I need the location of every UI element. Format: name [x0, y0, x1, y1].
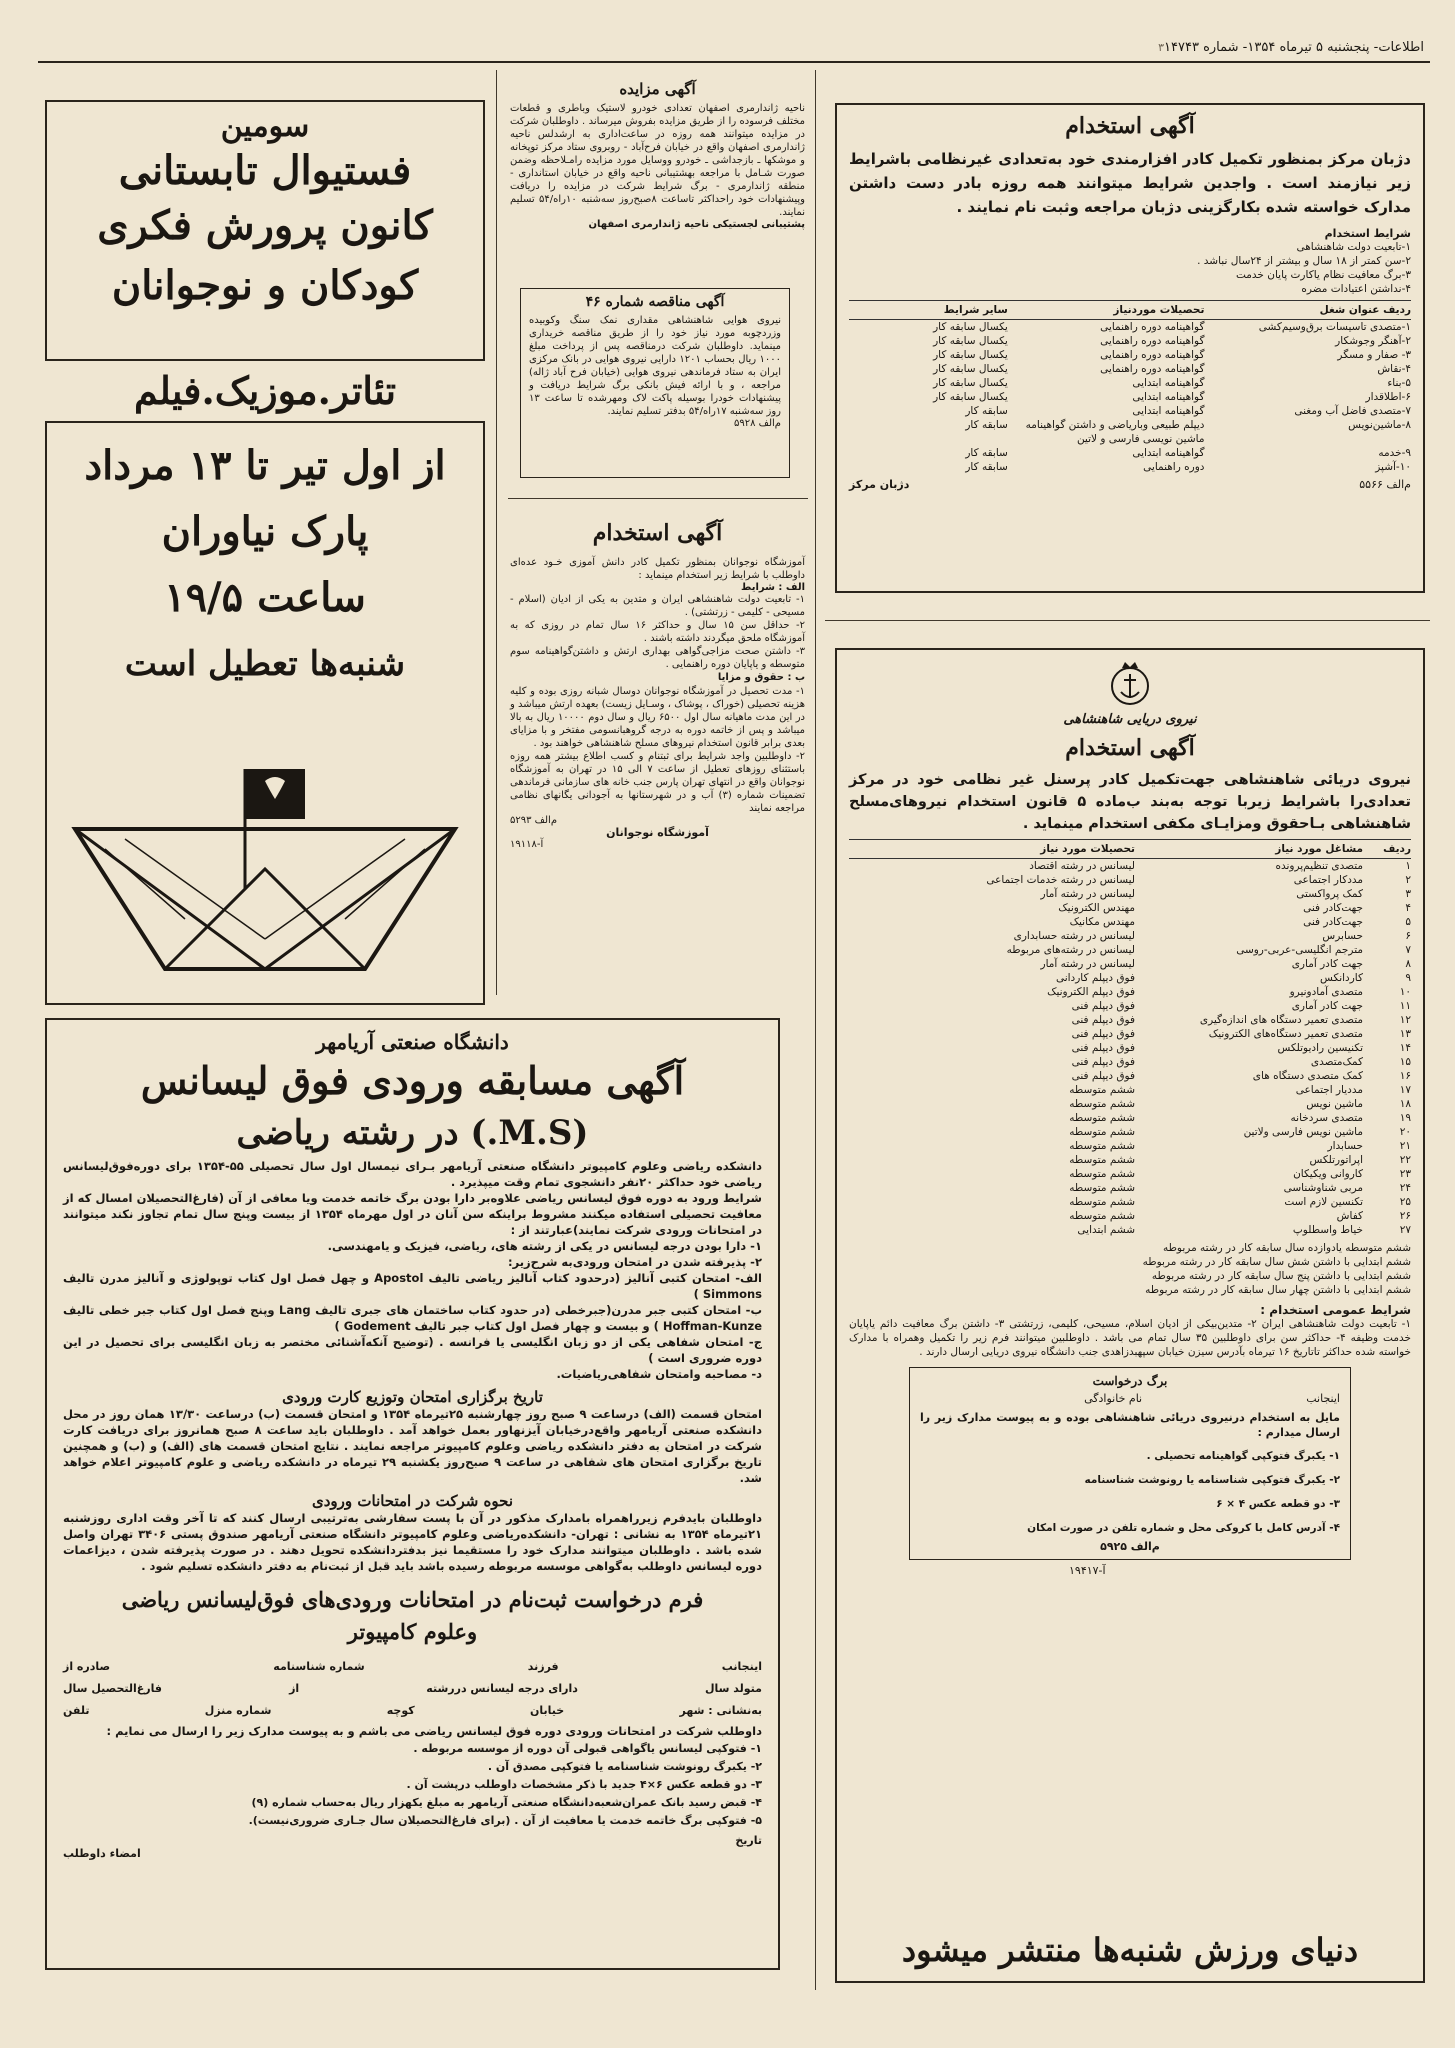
table-cell: ۱۷	[1399, 1084, 1411, 1096]
poster-date: از اول تیر تا ۱۳ مرداد	[84, 442, 446, 489]
table-cell: ششم متوسطه	[1069, 1140, 1135, 1152]
form-field-label: شماره منزل	[204, 1704, 272, 1717]
table-cell: ۱-متصدی تاسیسات برق‌وسیم‌کشی	[1258, 321, 1411, 333]
extra-line: ششم متوسطه یادوازده سال سابقه کار در رشته مربوطه	[1162, 1242, 1411, 1254]
table-cell: ۱۰-آشپز	[1375, 461, 1411, 473]
form-title: برگ درخواست	[1092, 1374, 1168, 1388]
table-cell: ششم متوسطه	[1069, 1154, 1135, 1166]
table-row	[849, 1181, 1411, 1195]
ad-para: ۱- دارا بودن درجه لیسانس در یکی از رشته های، ریاضی، فیزیک‌ و یامهندسی.	[327, 1239, 762, 1253]
form-field-label: صادره از	[63, 1660, 111, 1673]
table-cell: اپراتورتلکس	[1309, 1154, 1363, 1166]
extra-line: ششم ابتدایی با داشتن شش سال سابقه کار در رشته مربوطه	[1142, 1256, 1411, 1268]
table-cell: ۶	[1405, 930, 1411, 942]
form-statement: مایل به استخدام درنیروی دریائی شاهنشاهی بوده و به پیوست مدارک زیر را ارسال میدارم :	[920, 1411, 1340, 1439]
table-cell: ۱۸	[1399, 1098, 1411, 1110]
form-row	[63, 1656, 762, 1678]
conditions-list	[849, 240, 1411, 296]
table-cell: کاروانی ویکیکان	[1293, 1168, 1363, 1180]
poster-title-box	[45, 100, 485, 361]
poster-line: کودکان و نوجوانان	[111, 262, 419, 309]
table-cell: ۹	[1405, 972, 1411, 984]
table-cell: ۲۷	[1399, 1224, 1411, 1236]
table-cell: مددکار اجتماعی	[1293, 874, 1363, 886]
ad-subhead: (M.S.) در رشته ریاضی	[236, 1113, 589, 1153]
form-item: ۲- یکبرگ فتوکپی شناسنامه یا رونوشت شناسنامه	[1084, 1474, 1340, 1486]
table-cell: گواهینامه دوره راهنمایی	[1100, 321, 1205, 333]
table-cell: ششم متوسطه	[1069, 1084, 1135, 1096]
table-row	[849, 320, 1411, 334]
table-cell: لیسانس در رشته‌های مربوطه	[1006, 944, 1135, 956]
table-row	[849, 999, 1411, 1013]
form-item: ۱- فتوکپی لیسانس یاگواهی قبولی آن دوره از موسسه مربوطه .	[413, 1742, 762, 1755]
table-cell: تکنیسین رادیوتلکس	[1277, 1042, 1363, 1054]
ad-intro: دژبان مرکز بمنظور تکمیل کادر افزارمندی خود به‌تعدادی غیرنظامی باشرایط زیر نیازمند است . واجدین شرایط میتوانند همه روزه بادر دست داشتن مدارک خواسته شده بکارگزینی دژبان مراجعه وثبت نام نمایند .	[849, 150, 1411, 216]
extra-line: ششم ابتدایی با داشتن پنج سال سابقه کار در رشته مربوطه	[1151, 1270, 1411, 1282]
table-cell: ۳	[1405, 888, 1411, 900]
condition-item: ۲- داوطلبین واجد شرایط برای ثبتنام و کسب اطلاع بیشتر همه روزه باستثنای روزهای تعطیل از ساعت ۷ الی ۱۵ در تهران به آموزشگاه نوجوانان واقع در انتهای تهران پارس جنب خانه های سازمانی فرماندهی تضمینات شماره (۳) آب و در شهرستانها به آجودانی یگانهای نظامی مراجعه نمایند	[510, 751, 805, 814]
form-item: ۲- یکبرگ رونوشت شناسنامه یا فتوکپی مصدق آن .	[487, 1760, 762, 1773]
table-cell: متصدی تعمیر دستگاه های اندازه‌گیری	[1199, 1014, 1363, 1026]
table-row	[849, 1097, 1411, 1111]
general-conditions-title: شرایط عمومی استخدام :	[1260, 1303, 1411, 1317]
table-cell: ششم متوسطه	[1069, 1196, 1135, 1208]
extra-line: ششم ابتدایی با داشتن چهار سال سابقه کار در رشته مربوطه	[1145, 1284, 1411, 1296]
table-row	[849, 943, 1411, 957]
table-row	[849, 446, 1411, 460]
table-cell: تکنسین لازم است	[1284, 1196, 1363, 1208]
ad-youth-school	[510, 510, 805, 980]
table-cell: یکسال سابقه کار	[933, 377, 1008, 389]
table-cell: ۱۱	[1399, 1000, 1411, 1012]
table-cell: مهندس الکترونیک	[1058, 902, 1135, 914]
table-cell: فوق دیپلم فنی	[1071, 1000, 1135, 1012]
ad-headline: آگهی مسابقه ورودی فوق لیسانس	[140, 1058, 685, 1103]
table-cell: ۱۹	[1399, 1112, 1411, 1124]
org-name: دانشگاه صنعتی آریامهر	[316, 1030, 509, 1054]
ad-para: ۲- پذیرفته شدن در امتحان ورودی‌به شرح‌زیر:	[507, 1255, 762, 1269]
table-row	[849, 1125, 1411, 1139]
ad-signature: پشتیبانی لجستیکی ناحیه ژاندارمری اصفهان	[588, 219, 805, 230]
header-cell: تحصیلات موردنیاز	[1113, 304, 1205, 316]
navy-application-form	[909, 1367, 1351, 1560]
table-cell: ۲۲	[1399, 1154, 1411, 1166]
section-label: الف : شرایط	[741, 582, 805, 593]
table-cell: دیپلم طبیعی وبارياضی و داشتن گواهینامه ماشین نویسی فارسی و لاتین	[1025, 419, 1205, 445]
table-row	[849, 1195, 1411, 1209]
table-cell: ششم متوسطه	[1069, 1126, 1135, 1138]
table-cell: ۳- صفار و مسگر	[1337, 349, 1411, 361]
ad-intro: نیروی دریائی شاهنشاهی جهت‌تکمیل کادر پرسنل غیر نظامی خود در مرکز تعدادی‌را باشرایط زیربا توجه به‌بند ب‌ماده ۵ قانون استخدام نیروهای‌مسلح شاهنشاهی بـاحقوق ومزایـای مکفی استخدام مینماید .	[849, 772, 1411, 832]
table-cell: ۱۰	[1399, 986, 1411, 998]
table-cell: حسابرس	[1322, 930, 1363, 942]
table-row	[849, 1111, 1411, 1125]
table-cell: مهندس مکانیک	[1069, 916, 1135, 928]
section-divider	[508, 498, 808, 499]
weekly-sports-banner	[835, 1920, 1425, 1980]
poster-info-box	[45, 421, 485, 1005]
table-cell: ۱۴	[1399, 1042, 1411, 1054]
ad-para: ج- امتحان شفاهی یکی از دو زبان انگلیسی یا فرانسه . (توضیح آنکه‌آشنائی مختصر به زبان انگلیسی برای تحصیل در این دوره ضروری است )	[63, 1335, 762, 1365]
form-row	[63, 1678, 762, 1700]
conditions-title: شرایط استخدام	[1324, 227, 1411, 240]
table-cell: لیسانس در رشته اقتصاد	[1029, 860, 1135, 872]
condition-item: ۴-نداشتن اعتیادات مضره	[1301, 283, 1411, 295]
condition-item: ۳-برگ معافیت نظام یاکارت پایان خدمت	[1235, 269, 1411, 281]
form-field-label: اینجانب	[1306, 1392, 1340, 1405]
poster-place: پارک نیاوران	[161, 508, 369, 555]
column-divider	[496, 70, 497, 995]
ad-title: آگهی استخدام	[592, 520, 723, 546]
form-row	[63, 1700, 762, 1722]
table-cell: ۱۶	[1399, 1070, 1411, 1082]
form-field-label: به‌نشانی : شهر	[679, 1704, 762, 1717]
ad-signature: دژبان مرکز	[849, 478, 910, 491]
ad-title: آگهی مناقصه شماره ۴۶	[585, 294, 725, 310]
table-cell: ۲-آهنگر وجوشکار	[1335, 335, 1411, 347]
table-cell: متصدی تنظیم‌پرونده	[1275, 860, 1363, 872]
general-conditions-text: ۱- تابعیت دولت شاهنشاهی ایران ۲- متدین‌بیکی از ادیان اسلام، مسیحی، کلیمی، زرتشتی ۳- داشتن برگ معافیت دائم یاپایان خدمت وظیفه ۴- حداکثر سن برای داوطلبین ۳۵ سال تمام می باشد . داوطلبین میتوانند فرم زیر را تکمیل وهمراه با مدارک خواسته شده حداکثر تاتاریخ ۱۶ تیرماه بآدرس سیزن خیابان سپهبدزاهدی جنب دانشگاه نیروی دریایی ارسال دارند .	[849, 1318, 1412, 1358]
table-row	[849, 418, 1411, 446]
ad-text: ناحیه ژاندارمری اصفهان تعدادی خودرو لاستیک وباطری و قطعات مختلف فرسوده را از طریق مزایده بفروش میرساند . داوطلبان شرکت در مزایده میتوانند همه روزه در ساعت‌اداری به ارشدلس ناحیه ژاندارمری اصفهان واقع در خیابان فرح‌آباد - روبروی ستاد مرکز توپخانه و موشکها ـ بازجداشی ـ خودرو ووسایل مورد مزایده رامـلاحظه وضمن صورت شـامل با مراجعه بهشتیبانی ناحیه واقع در خیابان استانداری - منطقه ژاندارمری - برگ شرایط شرکت در مزایده را دریافت وپیشنهادات خود راحداکثر تاساعت ۸صبح‌روز سه‌شنبه ۱۰راه/۵۴ تسلیم نمایند.	[510, 103, 805, 218]
table-cell: فوق دیپلم فنی	[1071, 1070, 1135, 1082]
table-cell: ششم متوسطه	[1069, 1112, 1135, 1124]
table-row	[849, 887, 1411, 901]
form-date-label: تاریخ	[735, 1834, 762, 1847]
ad-auction	[510, 80, 805, 275]
table-cell: خیاط واسطلوپ	[1292, 1224, 1363, 1236]
table-cell: یکسال سابقه کار	[933, 335, 1008, 347]
table-cell: ۱	[1405, 860, 1411, 872]
table-cell: گواهینامه ابتدایی	[1132, 377, 1205, 389]
job-table	[849, 859, 1411, 1237]
form-field-label: خیابان	[529, 1704, 565, 1717]
table-row	[849, 348, 1411, 362]
table-cell: ششم متوسطه	[1069, 1168, 1135, 1180]
table-cell: گواهینامه ابتدایی	[1132, 391, 1205, 403]
table-cell: مددیار اجتماعی	[1295, 1084, 1363, 1096]
section-title: نحوه شرکت در امتحانات ورودی	[312, 1492, 513, 1510]
table-row	[849, 1083, 1411, 1097]
condition-item: ۳- داشتن صحت مزاجی‌گواهی بهداری ارتش و داشتن‌گواهینامه سوم متوسطه و یاپایان دوره راهنمایی .	[510, 646, 805, 670]
header-cell: تحصیلات مورد نیاز	[1040, 843, 1135, 855]
ad-text: نیروی هوایی شاهنشاهی مقداری نمک سنگ وکوبیده وزردچوبه مورد نیاز خود را از طریق مناقصه خریداری مینماید. داوطلبان شرکت درمناقصه پس از پرداخت مبلغ ۱۰۰۰ ریال بحساب ۱۲۰۱ دارایی نیروی هوایی در بانک مرکزی ایران به ستاد فرماندهی نیروی هوایی (خیابان فرح آباد ژاله) مراجعه ، و با ارائه فیش بانکی برگ شرایط دریافت و پیشنهادات خودرا بوسیله پاکت لاک ومهرشده تا ساعت ۱۳ روز سه‌شنبه ۱۷راه/۵۴ بدفتر تسلیم نمایند.	[529, 315, 781, 417]
ad-tender	[520, 288, 790, 478]
ad-para: ب- امتحان کتبی جبر مدرن(جبرخطی (در حدود کتاب ساختمان های جبری تالیف Lang وپنج فصل اول کتاب جبر خطی تالیف Hoffman-Kunze ) و بیست و چهار فصل اول کتاب جبر تالیف Godement )	[63, 1303, 763, 1333]
ad-ref: م‌الف ۵۲۹۳	[510, 815, 558, 826]
table-row	[849, 929, 1411, 943]
form-title: فرم درخواست ثبت‌نام در امتحانات ورودی‌های فوق‌لیسانس ریاضی وعلوم کامپیوتر	[121, 1587, 704, 1644]
table-cell: گواهینامه ابتدایی	[1132, 405, 1205, 417]
form-field-label: اینجانب	[721, 1660, 762, 1673]
table-cell: فوق دیپلم فنی	[1071, 1014, 1135, 1026]
conditions-list	[510, 593, 805, 815]
table-cell: مترجم انگلیسی-عربی-روسی	[1236, 944, 1363, 956]
condition-item: ۱-تابعیت دولت شاهنشاهی	[1296, 241, 1411, 253]
table-row	[849, 957, 1411, 971]
table-cell: سابقه کار	[965, 405, 1008, 417]
ad-para: الف- امتحان کتبی آنالیز (درحدود کتاب آنالیز ریاضی تالیف Apostol و چهل فصل اول کتاب توپولوژی و آنالیز مدرن تالیف Simmons )	[63, 1271, 762, 1301]
festival-poster	[45, 100, 485, 980]
table-row	[849, 376, 1411, 390]
form-item: ۵- فتوکپی برگ خاتمه خدمت یا معافیت از آن . (برای فارغ‌التحصیلان سال جـاری ضروری‌نیست).	[248, 1814, 762, 1827]
ad-title: آگهی استخدام	[1065, 113, 1195, 139]
table-cell: ۸-ماشین‌نویس	[1348, 419, 1411, 431]
table-row	[849, 1041, 1411, 1055]
table-cell: ۲۵	[1399, 1196, 1411, 1208]
table-cell: گواهینامه دوره راهنمایی	[1100, 363, 1205, 375]
table-row	[849, 460, 1411, 474]
form-name-row	[920, 1388, 1340, 1410]
ad-ref: م‌الف ۵۵۶۶	[1359, 478, 1411, 491]
ad-code: آ-۱۹۴۱۷	[1069, 1564, 1106, 1577]
paper-boat-illustration	[65, 769, 465, 989]
table-row	[849, 985, 1411, 999]
form-item: ۴- آدرس کامل با کروکی محل و شماره تلفن در صورت امکان	[1027, 1522, 1340, 1534]
table-row	[849, 334, 1411, 348]
form-field-label: فرزند	[527, 1660, 559, 1673]
header-date-line: اطلاعات- پنجشنبه ۵ تیرماه ۱۳۵۴- شماره ۱۴۷۴۳	[1164, 39, 1424, 55]
table-cell: متصدی سردخانه	[1290, 1112, 1363, 1124]
table-cell: جهت کادر آماری	[1291, 958, 1363, 970]
table-cell: فوق دیپلم فنی	[1071, 1042, 1135, 1054]
poster-line: سومین	[220, 109, 310, 144]
table-row	[849, 390, 1411, 404]
form-statement: داوطلب شرکت در امتحانات ورودی دوره فوق لیسانس ریاضی می باشم و به پیوست مدارک زیر را ارسال می نمایم :	[106, 1724, 762, 1738]
navy-org-name: نیروی دریایی شاهنشاهی	[1063, 712, 1197, 727]
table-row	[849, 1055, 1411, 1069]
table-row	[849, 1153, 1411, 1167]
table-cell: ۵	[1405, 916, 1411, 928]
table-cell: مربی شناوشناسی	[1283, 1182, 1363, 1194]
table-cell: لیسانس در رشته خدمات اجتماعی	[986, 874, 1135, 886]
column-divider	[815, 70, 816, 1990]
table-cell: گواهینامه دوره راهنمایی	[1100, 335, 1205, 347]
table-row	[849, 404, 1411, 418]
form-items	[63, 1740, 762, 1830]
job-table	[849, 320, 1411, 474]
table-cell: ۲۱	[1399, 1140, 1411, 1152]
form-item: ۳- دو قطعه عکس ۶×۴ جدید با ذکر مشخصات داوطلب درپشت آن .	[406, 1778, 762, 1791]
form-field-label: فارغ‌التحصیل سال	[63, 1682, 162, 1695]
table-cell: ماشین نویس	[1306, 1098, 1363, 1110]
table-header	[849, 839, 1411, 859]
form-item: ۴- قبض رسید بانک عمران‌شعبه‌دانشگاه صنعتی آریامهر به مبلغ یکهزار ریال به‌حساب شماره (۹)	[251, 1796, 762, 1809]
table-cell: ۴-نقاش	[1377, 363, 1411, 375]
table-cell: ششم متوسطه	[1069, 1182, 1135, 1194]
table-cell: کمک‌متصدی	[1310, 1056, 1363, 1068]
table-cell: ۱۳	[1399, 1028, 1411, 1040]
table-cell: کمک پرواکستی	[1296, 888, 1363, 900]
form-item: ۳- دو قطعه عکس ۴ × ۶	[1216, 1498, 1340, 1510]
condition-item: ۱- تابعیت دولت شاهنشاهی ایران و متدین به یکی از ادیان (اسلام - مسیحی - کلیمی - زرتشتی) .	[510, 594, 805, 618]
table-cell: ۱۲	[1399, 1014, 1411, 1026]
form-field-label: دارای درجه لیسانس دررشته	[426, 1682, 578, 1695]
page-header	[38, 33, 1430, 63]
table-cell: کفاش	[1336, 1210, 1363, 1222]
table-row	[849, 1069, 1411, 1083]
ad-intro: آموزشگاه نوجوانان بمنظور تکمیل کادر دانش آموزی خـود عده‌ای داوطلب با شرایط زیر استخدام مینماید :	[510, 557, 805, 581]
poster-closed: شنبه‌ها تعطیل است	[124, 644, 406, 684]
table-cell: متصدی آمادونیرو	[1289, 986, 1363, 998]
table-row	[849, 1139, 1411, 1153]
form-field-label: از	[289, 1682, 300, 1695]
table-row	[849, 362, 1411, 376]
table-row	[849, 873, 1411, 887]
table-cell: فوق دیپلم فنی	[1071, 1056, 1135, 1068]
table-cell: فوق دیپلم فنی	[1071, 1028, 1135, 1040]
form-signature-label: امضاء داوطلب	[63, 1847, 141, 1860]
table-cell: ششم متوسطه	[1069, 1210, 1135, 1222]
extra-lines	[849, 1241, 1411, 1297]
section-text: امتحان قسمت (الف) درساعت ۹ صبح روز چهارشنبه ۲۵تیرماه ۱۳۵۴ و امتحان قسمت (ب) درساعت ۱۳/۳۰ همان روز در محل دانشکده صنعتی آریامهر واقع‌درخیابان آیزنهاور بعمل خواهد آمد . داوطلبان باید ساعت ۸ صبح همانروز برای دریافت کارت شرکت در امتحان به دفتر دانشکده ریاضی وعلوم کامپیوتر مراجعه نمایند . نتایج امتحان قسمت های (الف) و (ب) و همچنین تاریخ برگزاری امتحان های شفاهی در ساعت ۹ صبح‌روز یکشنبه ۲۹ تیرماه در دانشکده ریاضی و علوم کامپیوتر اعلام خواهد شد.	[63, 1407, 762, 1485]
table-cell: سابقه کار	[965, 419, 1008, 431]
ad-aryamehr-university	[45, 1018, 780, 1970]
table-cell: ۲۴	[1399, 1182, 1411, 1194]
table-cell: لیسانس در رشته آمار	[1040, 888, 1135, 900]
table-cell: لیسانس در رشته حسابداری	[1013, 930, 1135, 942]
form-items	[920, 1444, 1340, 1540]
table-cell: فوق دیپلم کاردانی	[1055, 972, 1135, 984]
table-cell: سابقه کار	[965, 447, 1008, 459]
ad-title: آگهی استخدام	[1065, 735, 1195, 761]
table-cell: کمک متصدی دستگاه های	[1252, 1070, 1363, 1082]
table-cell: سابقه کار	[965, 461, 1008, 473]
page-number: ۳	[1158, 40, 1165, 54]
table-cell: ۴	[1405, 902, 1411, 914]
table-cell: ۲	[1405, 874, 1411, 886]
form-field-label: شماره شناسنامه	[273, 1660, 365, 1673]
table-row	[849, 901, 1411, 915]
poster-line: فستیوال تابستانی	[118, 147, 412, 194]
table-cell: گواهینامه ابتدایی	[1132, 447, 1205, 459]
ad-ref: م‌الف ۵۹۲۸	[733, 418, 781, 429]
table-row	[849, 1167, 1411, 1181]
table-cell: ۲۰	[1399, 1126, 1411, 1138]
table-cell: ۹-خدمه	[1378, 447, 1411, 459]
table-cell: ششم ابتدایی	[1077, 1224, 1135, 1236]
form-field-label: تلفن	[63, 1704, 90, 1717]
table-cell: یکسال سابقه کار	[933, 321, 1008, 333]
table-cell: یکسال سابقه کار	[933, 391, 1008, 403]
table-cell: کاردانکس	[1320, 972, 1363, 984]
table-row	[849, 1209, 1411, 1223]
condition-item: ۱- مدت تحصیل در آموزشگاه نوجوانان دوسال شبانه روزی بوده و کلیه هزینه تحصیلی (خوراک ، پوشاک ، وسـایل زیست) بعهده ارتش میباشد و در این مدت ماهیانه سال اول ۶۵۰۰ ریال و سال دوم ۱۰۰۰۰ ریال به بالا میباشد و پس از خاتمه دوره به درجه گروهبانسومی مفتخر و با مزایای بعدی برابر قانون استخدام نیروهای مسلح شاهنشاهی خواهند بود .	[510, 686, 806, 749]
table-row	[849, 1013, 1411, 1027]
application-form	[63, 1656, 762, 1860]
table-row	[849, 859, 1411, 873]
table-cell: ۵-بناء	[1387, 377, 1411, 389]
section-label: ب : حقوق و مزایا	[717, 672, 805, 683]
table-cell: ششم متوسطه	[1069, 1098, 1135, 1110]
section-divider	[825, 620, 1430, 621]
table-row	[849, 971, 1411, 985]
table-row	[849, 1223, 1411, 1237]
table-cell: یکسال سابقه کار	[933, 363, 1008, 375]
section-title: تاریخ برگزاری امتحان وتوزیع کارت ورودی	[282, 1388, 543, 1406]
form-field-label: کوچه	[386, 1704, 415, 1717]
condition-item: ۲-سن کمتر از ۱۸ سال و بیشتر از ۲۴سال نباشد .	[1197, 255, 1411, 267]
table-cell: جهت‌کادر فنی	[1303, 902, 1363, 914]
header-cell: سایر شرایط	[943, 304, 1008, 316]
ad-navy-employment	[835, 648, 1425, 1983]
ad-code: آ-۱۹۱۱۸	[510, 839, 544, 850]
header-cell: مشاغل مورد نیاز	[1275, 843, 1363, 855]
table-cell: جهت‌کادر فنی	[1303, 916, 1363, 928]
ad-employment-military-police	[835, 103, 1425, 593]
table-row	[849, 1027, 1411, 1041]
banner-text: دنیای ورزش شنبه‌ها منتشر میشود	[901, 1931, 1359, 1969]
table-cell: جهت کادر آماری	[1291, 1000, 1363, 1012]
table-cell: متصدی تعمیر دستگاه‌های الکترونیک	[1208, 1028, 1363, 1040]
table-cell: ماشین نویس فارسی ولاتین	[1243, 1126, 1363, 1138]
navy-emblem	[849, 658, 1411, 712]
ad-intro: دانشکده ریاضی وعلوم کامپیوتر دانشگاه صنعتی آریامهر بـرای نیمسال اول سال تحصیلی ۵۵-۱۳۵۴ برای دوره‌فوق‌لیسانس ریاضی خود حداکثر ۲۰نفر دانشجوی تمام وقت میپذیرد .	[63, 1159, 762, 1189]
condition-item: ۲- حداقل سن ۱۵ سال و حداکثر ۱۶ سال تمام در روزی که به آموزشگاه ملحق میگردند داشته باشند .	[510, 620, 805, 644]
crown-anchor-icon	[1105, 658, 1155, 708]
ad-ref: م‌الف ۵۹۲۵	[1100, 1540, 1160, 1553]
table-cell: دوره راهنمایی	[1143, 461, 1205, 473]
poster-line: تئاتر.موزیک.فیلم	[133, 368, 397, 413]
table-row	[849, 915, 1411, 929]
ad-title: آگهی مزایده	[619, 80, 696, 98]
table-cell: ۱۵	[1399, 1056, 1411, 1068]
table-cell: ۲۳	[1399, 1168, 1411, 1180]
ad-para: شرایط ورود به دوره فوق لیسانس ریاضی علاوه‌بر دارا بودن برگ خاتمه خدمت ویا معافی از آن (فارغ‌التحصیلان امسال که از معافیت تحصیلی استفاده میکنند مشروط براینکه سن آنان در اول مهرماه ۱۳۵۴ از بیست وپنج سال تمام تجاوز نکند میتوانند در امتحانات ورودی شرکت نمایند)عبارتند از :	[63, 1191, 762, 1237]
section-text: داوطلبان بایدفرم زیرراهمراه بامدارک مذکور در آن با پست سفارشی به‌ترتیبی ارسال کنند که تا آخر وقت اداری روزشنبه ۲۱تیرماه ۱۳۵۴ به نشانی : تهران- دانشکده‌ریاضی وعلوم کامپیوتر دانشگاه صنعتی آریامهر صندوق پستی ۳۴۰۶ تهران واصل شده باشد . داوطلبان میتوانند مدارک خود را مستقیما نیز بدفتردانشکده تحویل دهند . در صورت پذیرفته شدن ، دیزاعمات دوره لیسانس داوطلب به‌گواهی موسسه مربوطه رسیده باشد باید قبل از ثبت‌نام به دفتر دانشکده تسلیم شود .	[63, 1511, 763, 1573]
ad-para: د- مصاحبه وامتحان شفاهی‌ریاضیات.	[556, 1367, 762, 1381]
header-cell: ردیف عنوان شغل	[1319, 304, 1411, 316]
table-cell: یکسال سابقه کار	[933, 349, 1008, 361]
form-field-label: متولد سال	[704, 1682, 762, 1695]
table-cell: ۲۶	[1399, 1210, 1411, 1222]
table-cell: ۷-متصدی فاضل آب ومغنی	[1294, 405, 1411, 417]
table-header	[849, 300, 1411, 320]
poster-line: کانون پرورش فکری	[97, 202, 433, 249]
table-cell: گواهینامه دوره راهنمایی	[1100, 349, 1205, 361]
ad-signature: آموزشگاه نوجوانان	[606, 826, 709, 839]
header-cell: ردیف	[1383, 843, 1411, 855]
table-cell: ۸	[1405, 958, 1411, 970]
table-cell: فوق دیپلم الکترونیک	[1047, 986, 1135, 998]
form-field-label: نام خانوادگی	[1084, 1392, 1143, 1405]
table-cell: ۶-اطلاقدار	[1365, 391, 1411, 403]
form-item: ۱- یکبرگ فتوکپی گواهینامه تحصیلی .	[1146, 1450, 1340, 1462]
table-cell: ۷	[1405, 944, 1411, 956]
poster-time: ساعت ۱۹/۵	[164, 574, 366, 621]
table-cell: لیسانس در رشته آمار	[1040, 958, 1135, 970]
table-cell: حسابدار	[1327, 1140, 1363, 1152]
